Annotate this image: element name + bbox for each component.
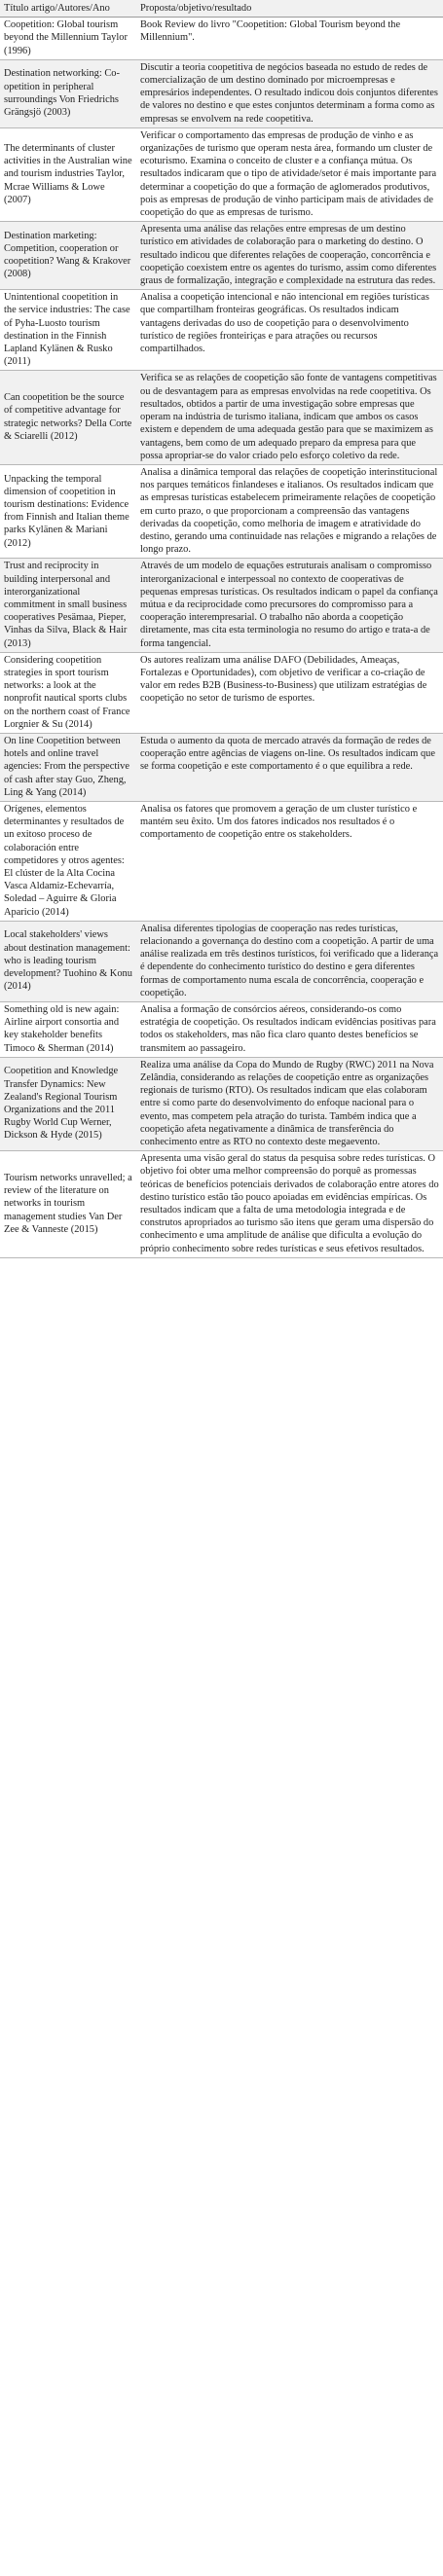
table-row bbox=[0, 371, 443, 464]
table-row bbox=[0, 290, 443, 371]
article-reference: Considering coopetition strategies in sport tourism networks: a look at the nonprofit nautical sports clubs on the northern coast of France Lorgnier & Su (2014) bbox=[0, 652, 136, 733]
table-row bbox=[0, 222, 443, 290]
table-row bbox=[0, 127, 443, 221]
table-header-row bbox=[0, 0, 443, 18]
table-row bbox=[0, 464, 443, 558]
article-summary: Apresenta uma análise das relações entre empresas de um destino turístico em atividades de colaboração para o marketing do destino. O resultado indicou que diferentes relações de cooperação, concorrência e coopetição coexistem entre os agentes do turismo, assim como diferentes graus de formalização, integração e complexidade na estrutura das redes. bbox=[136, 222, 443, 290]
table-row bbox=[0, 1151, 443, 1258]
article-summary: Analisa a dinâmica temporal das relações de coopetição interinstitucional nos parques temáticos finlandeses e italianos. Os resultados indicam que as empresas turísticas estabelecem primeiramente relações de coopetição em curto prazo, o que proporcionam a compreensão das vantagens derivadas da coopetição, como melhoria de imagem e atratividade do destino, gerando uma continuidade nas relações e migrando a relações de longo prazo. bbox=[136, 464, 443, 558]
table-row bbox=[0, 921, 443, 1001]
column-header-proposal-objective-result: Proposta/objetivo/resultado bbox=[136, 0, 443, 18]
article-summary: Verificar o comportamento das empresas de produção de vinho e as organizações de turismo que operam nesta área, formando um cluster de ecoturismo. Examina o conceito de cluster e a confiança mútua. Os resultados indicaram que o tipo de atividade/setor é mais importante para determinar a coopetição do que a formação de aglomerados produtivos, pois as empresas de produção de vinho participam mais de atividades de coopetição do que as empresas de turismo. bbox=[136, 127, 443, 221]
article-summary: Estuda o aumento da quota de mercado através da formação de redes de cooperação entre agências de viagens on-line. Os resultados indicam que se forma coopetição e este comportamento é o que equilibra a rede. bbox=[136, 733, 443, 801]
article-reference: Unpacking the temporal dimension of coopetition in tourism destinations: Evidence from Finnish and Italian theme parks Kylänen & Mariani (2012) bbox=[0, 464, 136, 558]
article-reference: Coopetition and Knowledge Transfer Dynamics: New Zealand's Regional Tourism Organizations and the 2011 Rugby World Cup Werner, Dickson & Hyde (2015) bbox=[0, 1057, 136, 1150]
article-reference: Tourism networks unravelled; a review of the literature on networks in tourism management studies Van Der Zee & Vanneste (2015) bbox=[0, 1151, 136, 1258]
table-row bbox=[0, 18, 443, 60]
article-summary: Apresenta uma visão geral do status da pesquisa sobre redes turísticas. O objetivo foi obter uma melhor compreensão do porquê as promessas teóricas de benefícios potenciais derivados de colaboração entre atores do destino turístico estão tão pouco apoiadas em evidências empíricas. Os resultados indicam que a falta de uma metodologia integrada e de construtos apropriados ao turismo são itens que geram uma dispersão do conhecimento e uma amplitude de análise que dificulta a evolução do próprio conhecimento sobre redes turísticas e seus efetivos resultados. bbox=[136, 1151, 443, 1258]
article-reference: Trust and reciprocity in building interpersonal and interorganizational commitment in small business cooperatives Pesämaa, Pieper, Vinhas da Silva, Black & Hair (2013) bbox=[0, 559, 136, 652]
article-reference: On line Coopetition between hotels and online travel agencies: From the perspective of cash after stay Guo, Zheng, Ling & Yang (2014) bbox=[0, 733, 136, 801]
table-row bbox=[0, 1002, 443, 1058]
article-reference: Orígenes, elementos determinantes y resultados de un exitoso proceso de colaboración entre competidores y otros agentes: El clúster de la Alta Cocina Vasca Aldamiz-Echevarría, Soledad – Aguirre & Gloria Aparicio (2014) bbox=[0, 801, 136, 921]
article-reference: Coopetition: Global tourism beyond the Millennium Taylor (1996) bbox=[0, 18, 136, 60]
table-row bbox=[0, 59, 443, 127]
article-summary: Book Review do livro "Coopetition: Global Tourism beyond the Millennium". bbox=[136, 18, 443, 60]
table-row bbox=[0, 652, 443, 733]
article-summary: Analisa os fatores que promovem a geração de um cluster turístico e mantém seu êxito. Um dos fatores indicados nos resultados é o comportamento de coopetição entre os stakeholders. bbox=[136, 801, 443, 921]
column-header-title-authors-year: Título artigo/Autores/Ano bbox=[0, 0, 136, 18]
article-summary: Através de um modelo de equações estruturais analisam o compromisso interorganizacional e interpessoal no contexto de cooperativas de pequenas empresas turísticas. Os resultados indicam o papel da confiança mútua e da reciprocidade como precursores do compromisso para a cooperação interempresarial. O trabalho não aborda a coopetição diretamente, mas cita esta terminologia no resumo do artigo e trata-a de forma tangencial. bbox=[136, 559, 443, 652]
article-reference: Destination marketing: Competition, cooperation or coopetition? Wang & Krakover (2008) bbox=[0, 222, 136, 290]
article-reference: Destination networking: Co-opetition in peripheral surroundings Von Friedrichs Grängsjö (2003) bbox=[0, 59, 136, 127]
article-summary: Discutir a teoria coopetitiva de negócios baseada no estudo de redes de comercialização de um destino dominado por microempresas e empresários independentes. O resultado indicou dois conjuntos diferentes de valores no destino e que estes conjuntos determinam a forma como as empresas se envolvem na rede coopetitiva. bbox=[136, 59, 443, 127]
table-row bbox=[0, 801, 443, 921]
article-reference: Local stakeholders' views about destination management: who is leading tourism development? Tuohino & Konu (2014) bbox=[0, 921, 136, 1001]
article-summary: Analisa diferentes tipologias de cooperação nas redes turísticas, relacionando a governança do destino com a coopetição. A partir de uma análise realizada em três destinos turísticos, foi verificado que a liderança é dependente do conhecimento turístico do destino e gera diferentes formas de comportamento numa escala de concorrência, cooperação e coopetição. bbox=[136, 921, 443, 1001]
article-reference: Something old is new again: Airline airport consortia and key stakeholder benefits Timoco & Sherman (2014) bbox=[0, 1002, 136, 1058]
table-row bbox=[0, 559, 443, 652]
article-reference: The determinants of cluster activities in the Australian wine and tourism industries Taylor, Mcrae Williams & Lowe (2007) bbox=[0, 127, 136, 221]
article-summary: Verifica se as relações de coopetição são fonte de vantagens competitivas ou de desvantagem para as empresas envolvidas na rede coopetitiva. Os resultados, obtidos a partir de uma investigação sobre empresas que operam na indústria de turismo italiana, indicam que ambos os casos existem e dependem de uma adequada gestão para que se maximizem as vantagens, bem como de um adequado preparo da empresa para que possa apropriar-se do valor criado pelo esforço coletivo da rede. bbox=[136, 371, 443, 464]
article-reference: Unintentional coopetition in the service industries: The case of Pyha-Luosto tourism destination in the Finnish Lapland Kylänen & Rusko (2011) bbox=[0, 290, 136, 371]
article-reference: Can coopetition be the source of competitive advantage for strategic networks? Della Corte & Sciarelli (2012) bbox=[0, 371, 136, 464]
literature-review-table bbox=[0, 0, 443, 1258]
article-summary: Analisa a coopetição intencional e não intencional em regiões turísticas que compartilham fronteiras geográficas. Os resultados indicam vantagens derivadas do uso de coopetição para o desenvolvimento turístico de regiões fronteiriças e para atrações ou recursos compartilhados. bbox=[136, 290, 443, 371]
table-row bbox=[0, 733, 443, 801]
article-summary: Os autores realizam uma análise DAFO (Debilidades, Ameaças, Fortalezas e Oportunidades), com objetivo de verificar a co-criação de valor em redes B2B (Business-to-Business) que utilizam estratégias de coopetição no setor de turismo de esportes. bbox=[136, 652, 443, 733]
article-summary: Realiza uma análise da Copa do Mundo de Rugby (RWC) 2011 na Nova Zelândia, considerando as relações de coopetição entre as organizações regionais de turismo (RTO). Os resultados indicam que elas colaboram entre si como parte do desenvolvimento do enfoque nacional para o evento, mas competem pela atração do turista. Também indica que a coopetição afeta negativamente a dinâmica de transferência do conhecimento entre as RTO no contexto deste megaevento. bbox=[136, 1057, 443, 1150]
article-summary: Analisa a formação de consórcios aéreos, considerando-os como estratégia de coopetição. Os resultados indicam evidências positivas para todos os stakeholders, mas não fica claro quanto destes benefícios se transmitem ao passageiro. bbox=[136, 1002, 443, 1058]
table-row bbox=[0, 1057, 443, 1150]
